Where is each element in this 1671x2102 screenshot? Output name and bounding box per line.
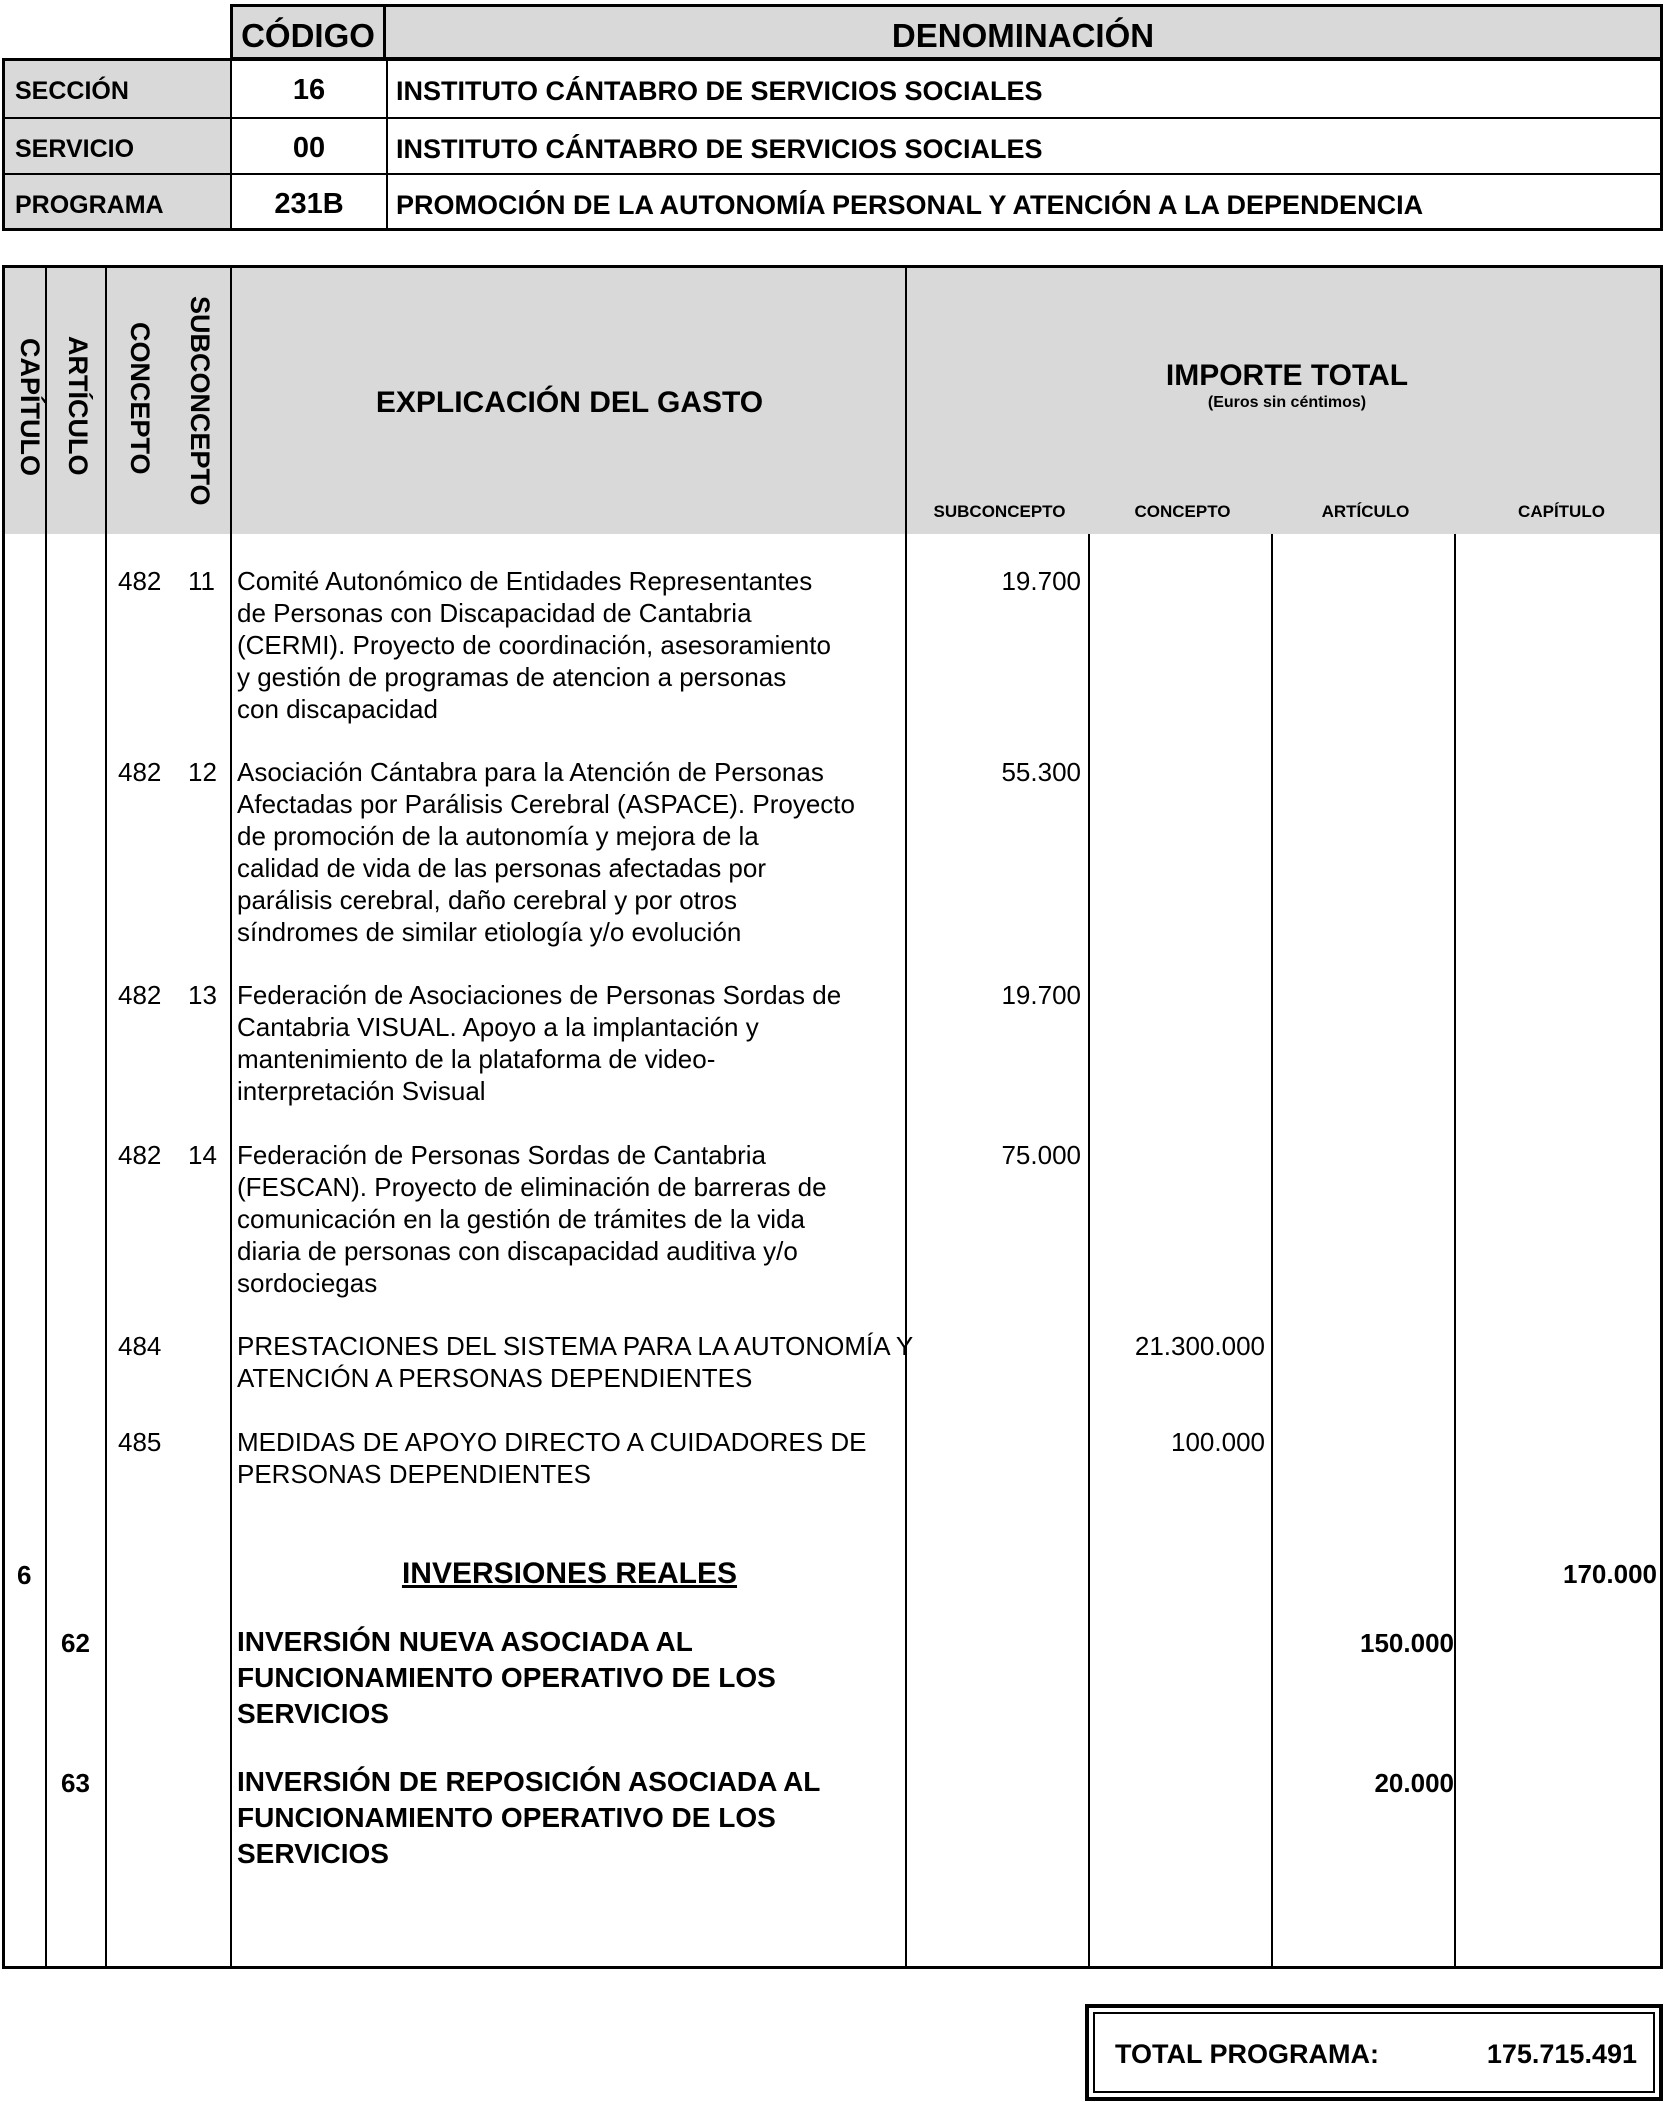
row-2-concepto: 482 bbox=[118, 757, 162, 787]
amount-capitulo-header: CAPÍTULO bbox=[1518, 502, 1605, 521]
header-grid bbox=[2, 58, 1663, 231]
table-header bbox=[5, 268, 1660, 534]
row-2-text: Asociación Cántabra para la Atención de Personas Afectadas por Parálisis Cerebral (ASPACE). Proyecto de promoción de la autonomía y mejora de la calidad de vida de las personas afectadas por parálisis cerebral, daño cerebral y por otros síndromes de similar etiología y/o evolución bbox=[237, 757, 855, 947]
seccion-code: 16 bbox=[292, 74, 326, 106]
row-5-concepto: 484 bbox=[118, 1331, 162, 1361]
amount-articulo-header: ARTÍCULO bbox=[1321, 502, 1410, 521]
row-1-text: Comité Autonómico de Entidades Representantes de Personas con Discapacidad de Cantabria (CERMI). Proyecto de coordinación, asesoramiento y gestión de programas de atencion a personas con discapacidad bbox=[237, 566, 831, 724]
row-5-text: PRESTACIONES DEL SISTEMA PARA LA AUTONOMÍA Y ATENCIÓN A PERSONAS DEPENDIENTES bbox=[237, 1331, 914, 1393]
capitulo-6-amount: 170.000 bbox=[1563, 1559, 1657, 1589]
total-box bbox=[1085, 2004, 1663, 2101]
total-value: 175.715.491 bbox=[1486, 2039, 1637, 2069]
programa-label: PROGRAMA bbox=[15, 191, 164, 219]
row-4-concepto: 482 bbox=[118, 1140, 162, 1170]
row-6-text: MEDIDAS DE APOYO DIRECTO A CUIDADORES DE PERSONAS DEPENDIENTES bbox=[237, 1427, 867, 1489]
row-4-text: Federación de Personas Sordas de Cantabria (FESCAN). Proyecto de eliminación de barreras de comunicación en la gestión de trámites de la vida diaria de personas con discapacidad auditiva y/o sordociegas bbox=[237, 1140, 827, 1298]
amount-concepto-header: CONCEPTO bbox=[1134, 502, 1231, 521]
capitulo-6-title: INVERSIONES REALES bbox=[401, 1557, 738, 1590]
seccion-row bbox=[5, 61, 1660, 117]
capitulo-col-header: CAPÍTULO bbox=[15, 338, 45, 476]
programa-code: 231B bbox=[274, 188, 344, 220]
programa-row bbox=[5, 175, 1660, 228]
row-4-amount: 75.000 bbox=[1001, 1140, 1081, 1170]
denominacion-header bbox=[383, 4, 1663, 60]
total-label: TOTAL PROGRAMA: bbox=[1115, 2039, 1379, 2069]
row-6-amount: 100.000 bbox=[1171, 1427, 1265, 1457]
articulo-62-amount: 150.000 bbox=[1360, 1628, 1454, 1658]
row-3-text: Federación de Asociaciones de Personas Sordas de Cantabria VISUAL. Apoyo a la implantación y mantenimiento de la plataforma de video- interpretación Svisual bbox=[237, 980, 842, 1106]
expense-table bbox=[2, 265, 1663, 1969]
seccion-label: SECCIÓN bbox=[15, 77, 129, 105]
servicio-name: INSTITUTO CÁNTABRO DE SERVICIOS SOCIALES bbox=[396, 134, 1043, 164]
servicio-label: SERVICIO bbox=[15, 135, 135, 163]
articulo-63-amount: 20.000 bbox=[1374, 1768, 1454, 1798]
articulo-63-code: 63 bbox=[61, 1768, 90, 1798]
importe-subheader: (Euros sin céntimos) bbox=[1207, 394, 1367, 411]
row-2-subconcepto: 12 bbox=[188, 757, 217, 787]
concepto-col-header: CONCEPTO bbox=[125, 322, 155, 475]
servicio-code: 00 bbox=[292, 132, 326, 164]
row-3-subconcepto: 13 bbox=[188, 980, 217, 1010]
articulo-63-text: INVERSIÓN DE REPOSICIÓN ASOCIADA AL FUNCIONAMIENTO OPERATIVO DE LOS SERVICIOS bbox=[237, 1766, 821, 1869]
articulo-col-header: ARTÍCULO bbox=[63, 336, 93, 476]
articulo-62-text: INVERSIÓN NUEVA ASOCIADA AL FUNCIONAMIENTO OPERATIVO DE LOS SERVICIOS bbox=[237, 1626, 776, 1729]
servicio-row bbox=[5, 119, 1660, 175]
importe-header: IMPORTE TOTAL bbox=[1165, 359, 1409, 392]
capitulo-6-code: 6 bbox=[17, 1560, 32, 1590]
denominacion-label: DENOMINACIÓN bbox=[891, 17, 1155, 54]
row-3-amount: 19.700 bbox=[1001, 980, 1081, 1010]
row-1-subconcepto: 11 bbox=[188, 566, 215, 596]
row-6-concepto: 485 bbox=[118, 1427, 162, 1457]
seccion-name: INSTITUTO CÁNTABRO DE SERVICIOS SOCIALES bbox=[396, 76, 1043, 106]
articulo-62-code: 62 bbox=[61, 1628, 90, 1658]
row-1-concepto: 482 bbox=[118, 566, 162, 596]
row-5-amount: 21.300.000 bbox=[1134, 1331, 1265, 1361]
row-1-amount: 19.700 bbox=[1001, 566, 1081, 596]
codigo-label: CÓDIGO bbox=[241, 17, 375, 54]
amount-subconcepto-header: SUBCONCEPTO bbox=[933, 502, 1066, 521]
codigo-header bbox=[230, 4, 386, 60]
subconcepto-col-header: SUBCONCEPTO bbox=[185, 296, 215, 506]
programa-name: PROMOCIÓN DE LA AUTONOMÍA PERSONAL Y ATENCIÓN A LA DEPENDENCIA bbox=[396, 190, 1424, 220]
explicacion-header: EXPLICACIÓN DEL GASTO bbox=[375, 386, 764, 419]
row-3-concepto: 482 bbox=[118, 980, 162, 1010]
row-2-amount: 55.300 bbox=[1001, 757, 1081, 787]
row-4-subconcepto: 14 bbox=[188, 1140, 217, 1170]
